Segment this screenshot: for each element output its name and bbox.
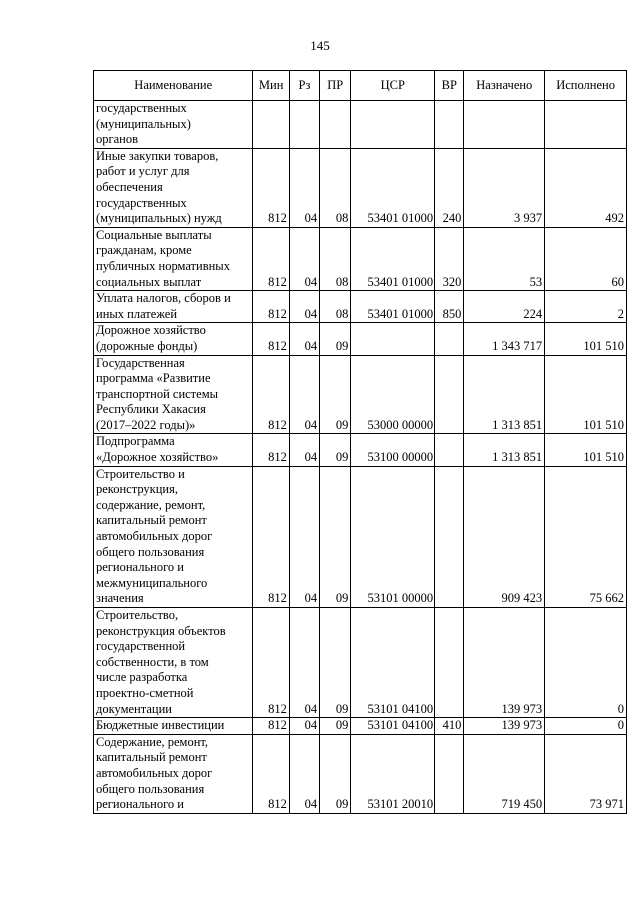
table-row — [94, 355, 627, 434]
row-vr — [435, 434, 464, 466]
row-rz: 04 — [289, 355, 319, 434]
row-rz: 04 — [289, 227, 319, 290]
table-row — [94, 718, 627, 735]
row-name: Строительство, реконструкция объектов государственной собственности, в том числе разработка проектно-сметной документации — [94, 608, 253, 718]
row-pr: 09 — [320, 734, 351, 813]
column-header-vr: ВР — [435, 71, 464, 101]
row-assigned: 1 313 851 — [464, 355, 545, 434]
row-name: Уплата налогов, сборов и иных платежей — [94, 291, 253, 323]
row-assigned: 139 973 — [464, 718, 545, 735]
row-vr — [435, 101, 464, 149]
page-number: 145 — [310, 38, 330, 53]
column-header-executed: Исполнено — [545, 71, 627, 101]
row-csr — [351, 101, 435, 149]
row-pr: 09 — [320, 355, 351, 434]
row-rz: 04 — [289, 466, 319, 607]
row-min: 812 — [253, 291, 289, 323]
row-csr: 53101 00000 — [351, 466, 435, 607]
column-header-name: Наименование — [94, 71, 253, 101]
row-rz: 04 — [289, 148, 319, 227]
row-executed: 492 — [545, 148, 627, 227]
row-name: Государственная программа «Развитие транспортной системы Республики Хакасия (2017–2022 годы)» — [94, 355, 253, 434]
row-pr: 09 — [320, 323, 351, 355]
row-name: Содержание, ремонт, капитальный ремонт автомобильных дорог общего пользования регионального и — [94, 734, 253, 813]
column-header-min: Мин — [253, 71, 289, 101]
row-executed: 101 510 — [545, 355, 627, 434]
row-rz: 04 — [289, 734, 319, 813]
row-assigned — [464, 101, 545, 149]
row-pr: 08 — [320, 291, 351, 323]
row-rz: 04 — [289, 323, 319, 355]
row-rz: 04 — [289, 608, 319, 718]
row-name: Иные закупки товаров, работ и услуг для обеспечения государственных (муниципальных) нужд — [94, 148, 253, 227]
header-row — [94, 71, 627, 101]
row-vr — [435, 323, 464, 355]
row-executed: 0 — [545, 718, 627, 735]
table-row — [94, 608, 627, 718]
row-vr — [435, 608, 464, 718]
row-name: Дорожное хозяйство (дорожные фонды) — [94, 323, 253, 355]
table-row — [94, 323, 627, 355]
row-pr: 09 — [320, 434, 351, 466]
row-executed: 75 662 — [545, 466, 627, 607]
row-csr: 53100 00000 — [351, 434, 435, 466]
row-name: Социальные выплаты гражданам, кроме публичных нормативных социальных выплат — [94, 227, 253, 290]
row-min: 812 — [253, 148, 289, 227]
row-name: Подпрограмма «Дорожное хозяйство» — [94, 434, 253, 466]
row-csr: 53101 20010 — [351, 734, 435, 813]
table-row — [94, 148, 627, 227]
row-min: 812 — [253, 608, 289, 718]
row-executed: 73 971 — [545, 734, 627, 813]
row-name: государственных (муниципальных) органов — [94, 101, 253, 149]
row-executed: 101 510 — [545, 323, 627, 355]
row-min: 812 — [253, 227, 289, 290]
row-name: Строительство и реконструкция, содержание, ремонт, капитальный ремонт автомобильных дорог общего пользования регионального и межмуниципального значения — [94, 466, 253, 607]
table-row — [94, 227, 627, 290]
row-min: 812 — [253, 718, 289, 735]
row-pr — [320, 101, 351, 149]
row-assigned: 3 937 — [464, 148, 545, 227]
row-name: Бюджетные инвестиции — [94, 718, 253, 735]
row-csr: 53401 01000 — [351, 148, 435, 227]
table-row — [94, 291, 627, 323]
row-csr — [351, 323, 435, 355]
row-vr: 410 — [435, 718, 464, 735]
row-executed: 0 — [545, 608, 627, 718]
column-header-assigned: Назначено — [464, 71, 545, 101]
row-rz: 04 — [289, 434, 319, 466]
column-header-csr: ЦСР — [351, 71, 435, 101]
row-vr: 320 — [435, 227, 464, 290]
row-pr: 09 — [320, 608, 351, 718]
row-executed — [545, 101, 627, 149]
row-vr — [435, 734, 464, 813]
row-assigned: 1 343 717 — [464, 323, 545, 355]
row-executed: 101 510 — [545, 434, 627, 466]
row-assigned: 139 973 — [464, 608, 545, 718]
row-vr: 240 — [435, 148, 464, 227]
row-rz: 04 — [289, 291, 319, 323]
column-header-pr: ПР — [320, 71, 351, 101]
row-min: 812 — [253, 323, 289, 355]
row-assigned: 53 — [464, 227, 545, 290]
row-min: 812 — [253, 355, 289, 434]
row-csr: 53000 00000 — [351, 355, 435, 434]
row-min — [253, 101, 289, 149]
row-vr: 850 — [435, 291, 464, 323]
row-executed: 2 — [545, 291, 627, 323]
table-row — [94, 434, 627, 466]
table-row — [94, 466, 627, 607]
row-csr: 53101 04100 — [351, 608, 435, 718]
row-rz: 04 — [289, 718, 319, 735]
row-csr: 53401 01000 — [351, 291, 435, 323]
row-pr: 09 — [320, 466, 351, 607]
row-executed: 60 — [545, 227, 627, 290]
row-assigned: 1 313 851 — [464, 434, 545, 466]
row-pr: 09 — [320, 718, 351, 735]
row-assigned: 719 450 — [464, 734, 545, 813]
row-vr — [435, 355, 464, 434]
row-min: 812 — [253, 466, 289, 607]
row-rz — [289, 101, 319, 149]
row-assigned: 224 — [464, 291, 545, 323]
row-assigned: 909 423 — [464, 466, 545, 607]
row-csr: 53401 01000 — [351, 227, 435, 290]
column-header-rz: Рз — [289, 71, 319, 101]
budget-table — [93, 70, 627, 814]
row-csr: 53101 04100 — [351, 718, 435, 735]
table-row — [94, 734, 627, 813]
row-min: 812 — [253, 734, 289, 813]
row-pr: 08 — [320, 148, 351, 227]
table-row — [94, 101, 627, 149]
row-pr: 08 — [320, 227, 351, 290]
row-vr — [435, 466, 464, 607]
row-min: 812 — [253, 434, 289, 466]
